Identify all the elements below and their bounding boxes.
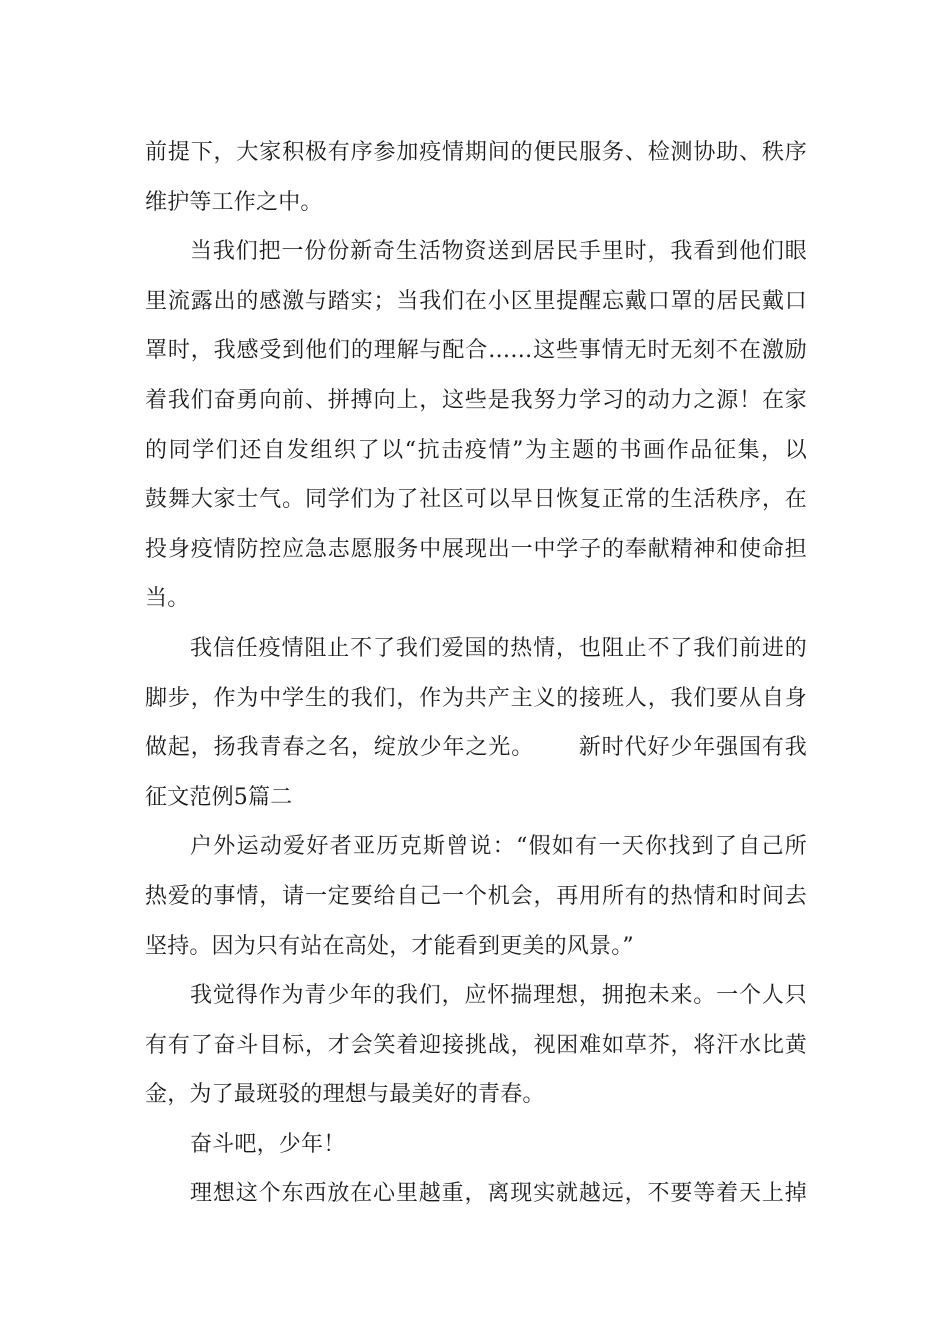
text-line: 投身疫情防控应急志愿服务中展现出一中学子的奉献精神和使命担 xyxy=(145,536,807,562)
text-line: 着我们奋勇向前、拼搏向上，这些是我努力学习的动力之源！在家 xyxy=(145,387,807,413)
text-line: 有有了奋斗目标，才会笑着迎接挑战，视困难如草芥，将汗水比黄 xyxy=(145,1032,807,1058)
text-line: 当。 xyxy=(145,586,190,612)
essay-body xyxy=(145,128,807,1219)
text-line: 脚步，作为中学生的我们，作为共产主义的接班人，我们要从自身 xyxy=(145,685,807,711)
text-line-with-heading xyxy=(145,723,807,773)
paragraph-first-line: 奋斗吧，少年！ xyxy=(190,1131,346,1157)
text-line: 前提下，大家积极有序参加疫情期间的便民服务、检测协助、秩序 xyxy=(145,140,807,165)
text-line: 罩时，我感受到他们的理解与配合……这些事情无时无刻不在激励 xyxy=(145,338,807,364)
paragraph-first-line: 我觉得作为青少年的我们，应怀揣理想，拥抱未来。一个人只 xyxy=(190,983,807,1009)
text-line: 金，为了最斑驳的理想与最美好的青春。 xyxy=(145,1082,545,1108)
text-line: 里流露出的感激与踏实；当我们在小区里提醒忘戴口罩的居民戴口 xyxy=(145,288,807,314)
text-line: 热爱的事情，请一定要给自己一个机会，再用所有的热情和时间去 xyxy=(145,883,807,909)
paragraph-first-line: 当我们把一份份新奇生活物资送到居民手里时，我看到他们眼 xyxy=(190,239,807,265)
section-heading-part1: 新时代好少年强国有我 xyxy=(578,735,807,761)
text-segment: 做起，扬我青春之名，绽放少年之光。 xyxy=(145,735,535,761)
paragraph-first-line: 理想这个东西放在心里越重，离现实就越远，不要等着天上掉 xyxy=(190,1181,807,1207)
paragraph-first-line: 户外运动爱好者亚历克斯曾说：“假如有一天你找到了自己所 xyxy=(190,834,807,860)
text-line: 坚持。因为只有站在高处，才能看到更美的风景。” xyxy=(145,933,634,959)
paragraph-first-line: 我信任疫情阻止不了我们爱国的热情，也阻止不了我们前进的 xyxy=(190,635,807,661)
text-line: 鼓舞大家士气。同学们为了社区可以早日恢复正常的生活秩序，在 xyxy=(145,487,807,513)
section-heading-part2: 征文范例5篇二 xyxy=(145,784,293,810)
text-line: 维护等工作之中。 xyxy=(145,189,323,215)
text-line: 的同学们还自发组织了以“抗击疫情”为主题的书画作品征集，以 xyxy=(145,437,807,463)
